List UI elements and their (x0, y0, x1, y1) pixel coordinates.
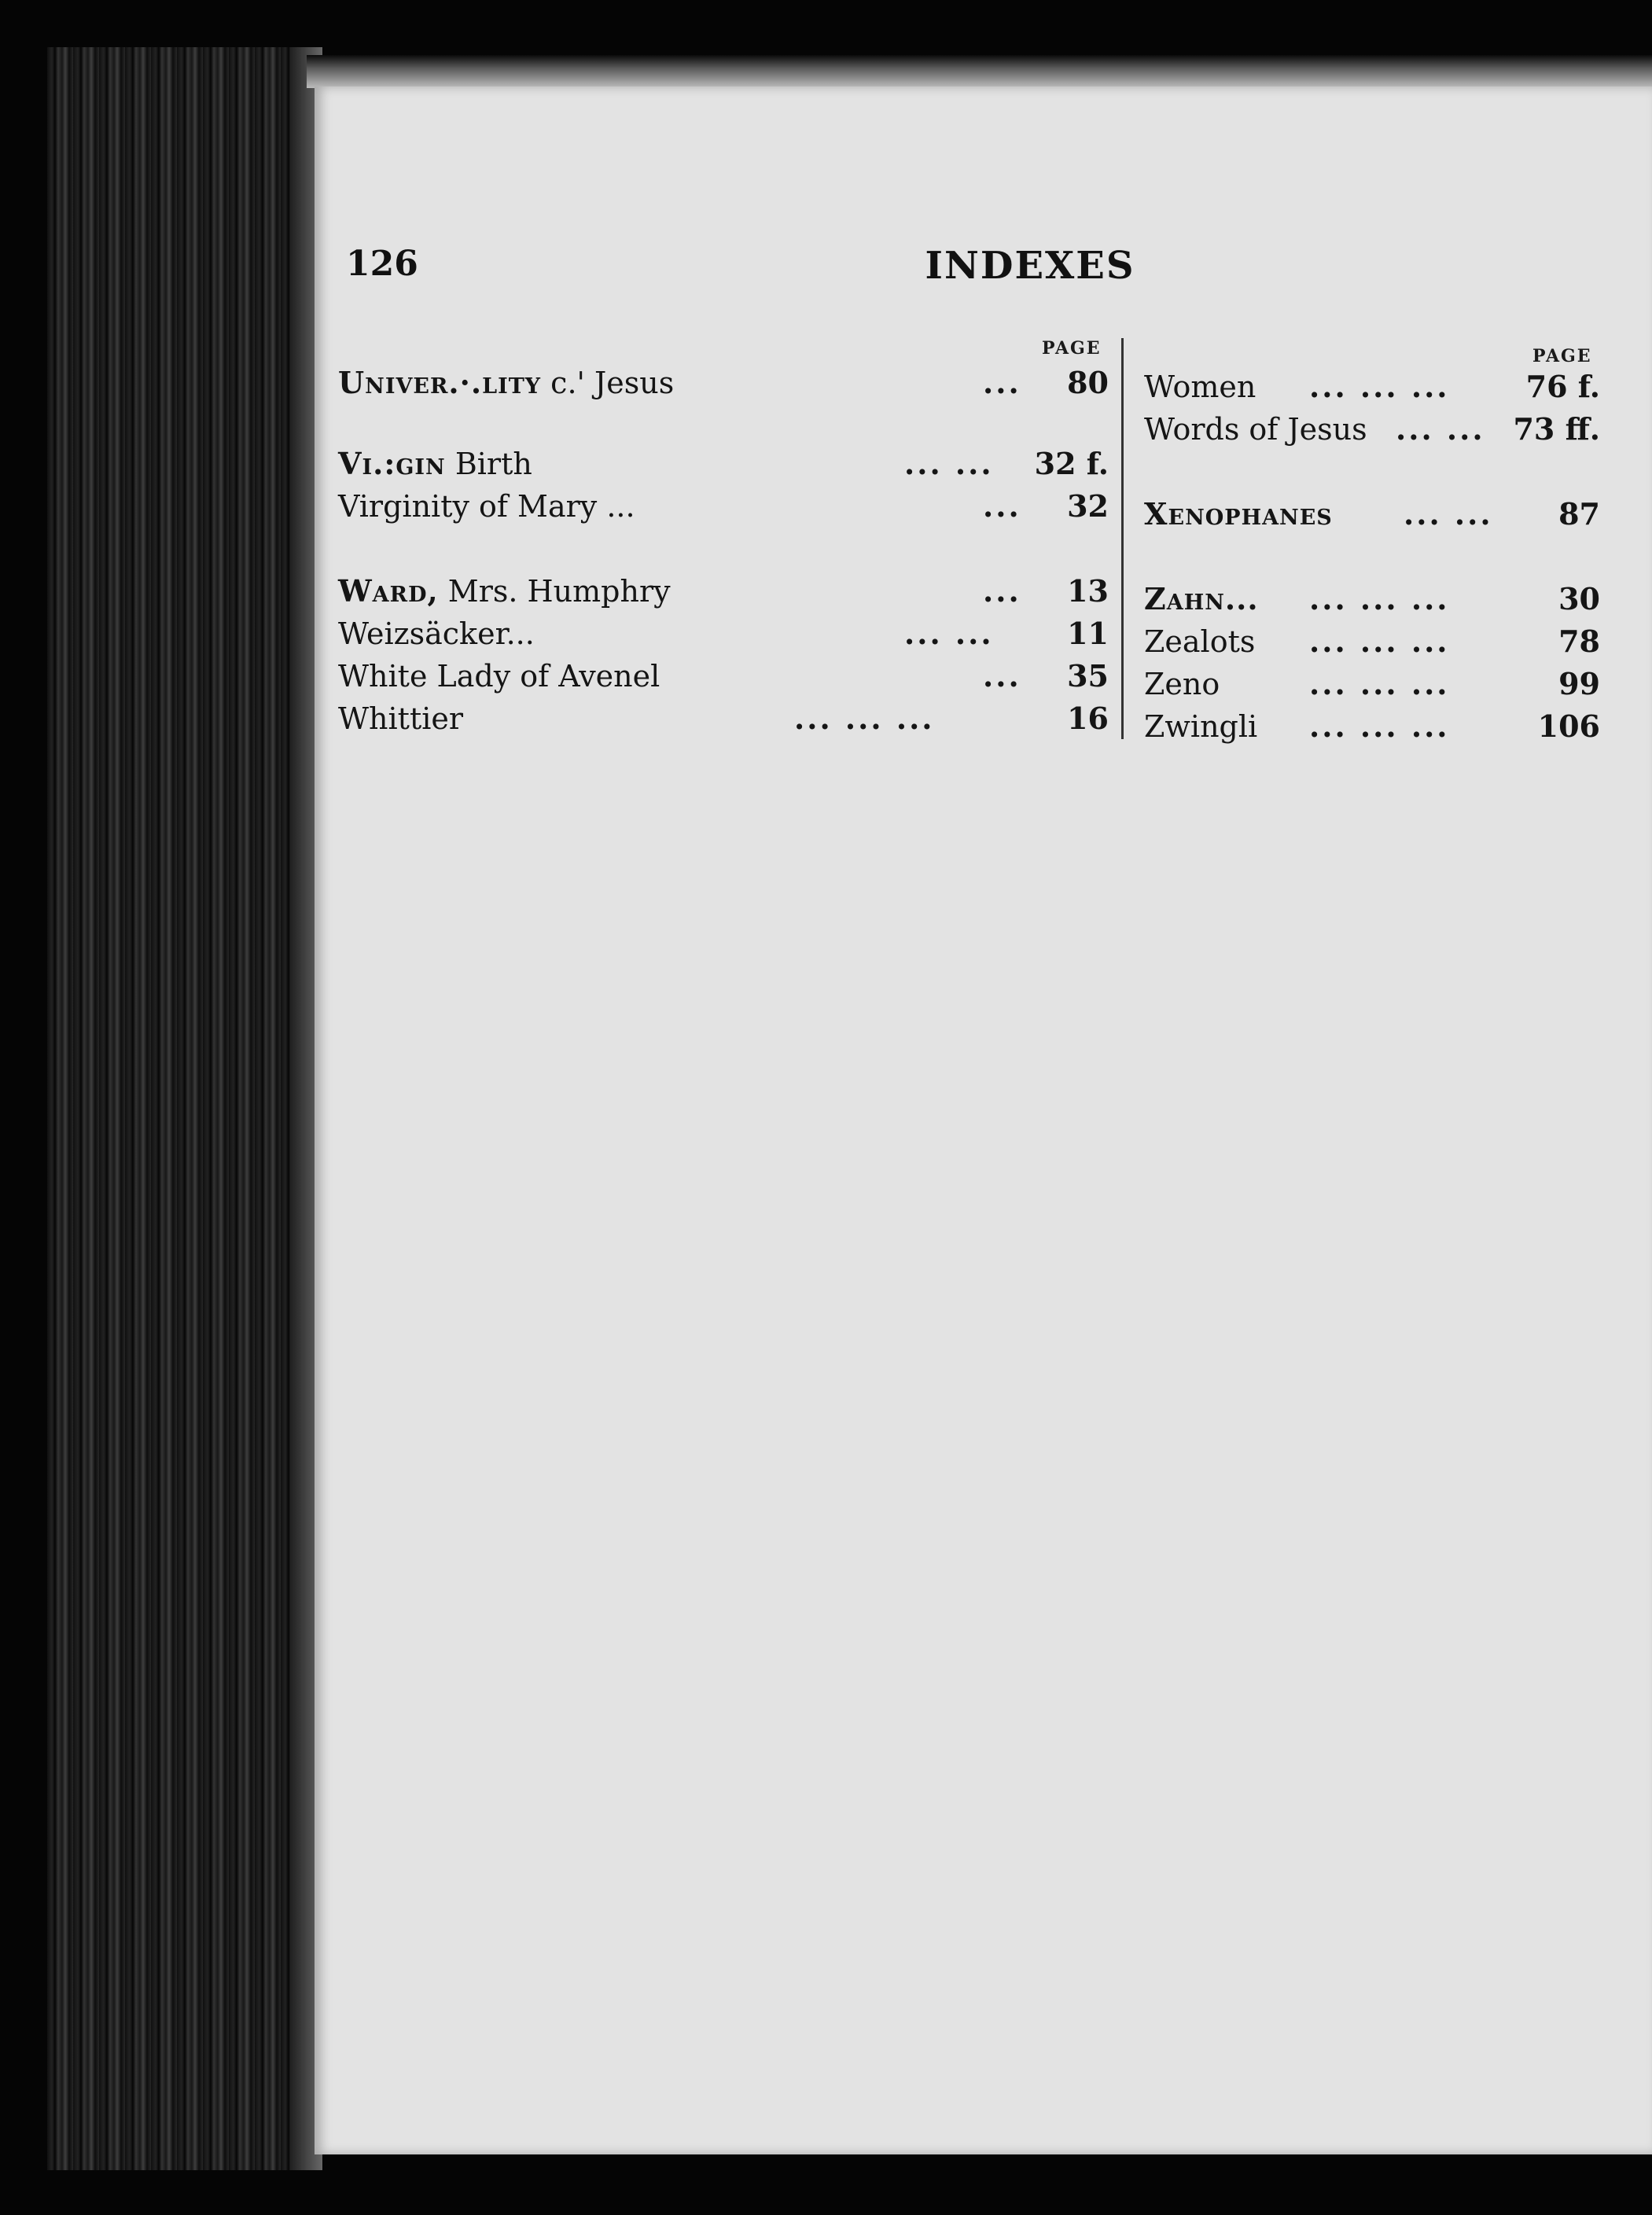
entry-page: 35 (1067, 658, 1109, 694)
leader-dots: ... ... (1404, 496, 1493, 532)
page-number: 126 (346, 244, 418, 284)
page-top-shadow (307, 55, 1652, 88)
entry-term: Whittier (338, 701, 464, 736)
leader-dots: ... ... (904, 446, 994, 481)
entry-page: 80 (1067, 365, 1109, 400)
entry-term: Xenophanes (1144, 496, 1333, 532)
index-entry (1144, 578, 1600, 620)
index-entry (338, 613, 1109, 655)
leader-dots: ... (983, 658, 1021, 694)
entry-term: Zahn... (1144, 581, 1259, 616)
entry-page: 99 (1558, 666, 1600, 701)
entry-term: Virginity of Mary ... (338, 489, 635, 524)
column-divider (1121, 338, 1124, 739)
entry-page: 87 (1558, 496, 1600, 532)
entry-page: 13 (1067, 573, 1109, 609)
index-entry (1144, 705, 1600, 748)
leader-dots: ... ... ... (1309, 624, 1450, 659)
entry-page: 16 (1067, 701, 1109, 736)
leader-dots: ... ... (904, 616, 994, 651)
entry-term: Zeno (1144, 667, 1220, 701)
index-entry (1144, 493, 1600, 535)
entry-page: 73 ff. (1513, 411, 1600, 447)
entry-term: Zwingli (1144, 709, 1258, 744)
page-header (346, 236, 1290, 299)
book-page-edges (47, 47, 322, 2170)
leader-dots: ... ... ... (1309, 581, 1450, 616)
index-entry (338, 697, 1109, 740)
index-entry (338, 485, 1109, 528)
leader-dots: ... ... (1396, 411, 1485, 447)
leader-dots: ... (983, 365, 1021, 400)
index-entry (338, 362, 1109, 404)
leader-dots: ... (983, 573, 1021, 609)
index-entry (338, 570, 1109, 613)
entry-page: 32 f. (1034, 446, 1109, 481)
entry-page: 30 (1558, 581, 1600, 616)
entry-page: 11 (1067, 616, 1109, 651)
index-entry (1144, 408, 1600, 451)
entry-term: Words of Jesus (1144, 412, 1367, 447)
index-entry (1144, 663, 1600, 705)
running-title: INDEXES (925, 244, 1135, 288)
leader-dots: ... (983, 488, 1021, 524)
index-entry (338, 655, 1109, 697)
index-entry (1144, 366, 1600, 408)
entry-term: White Lady of Avenel (338, 659, 660, 694)
page-column-label: PAGE (1532, 346, 1592, 366)
leader-dots: ... ... ... (1309, 666, 1450, 701)
entry-term: Univer.·.lity c.' Jesus (338, 365, 675, 400)
entry-term: Women (1144, 370, 1256, 404)
entry-term: Weizsäcker... (338, 616, 535, 651)
leader-dots: ... ... ... (794, 701, 935, 736)
entry-page: 76 f. (1525, 369, 1600, 404)
leader-dots: ... ... ... (1309, 369, 1450, 404)
index-entry (1144, 620, 1600, 663)
leader-dots: ... ... ... (1309, 708, 1450, 744)
entry-page: 32 (1067, 488, 1109, 524)
page-column-label: PAGE (1042, 338, 1102, 359)
entry-page: 78 (1558, 624, 1600, 659)
entry-term: Ward, Mrs. Humphry (338, 573, 671, 609)
entry-page: 106 (1537, 708, 1600, 744)
index-entry (338, 443, 1109, 485)
entry-term: Zealots (1144, 624, 1256, 659)
entry-term: Vi.:gin Birth (338, 446, 532, 481)
